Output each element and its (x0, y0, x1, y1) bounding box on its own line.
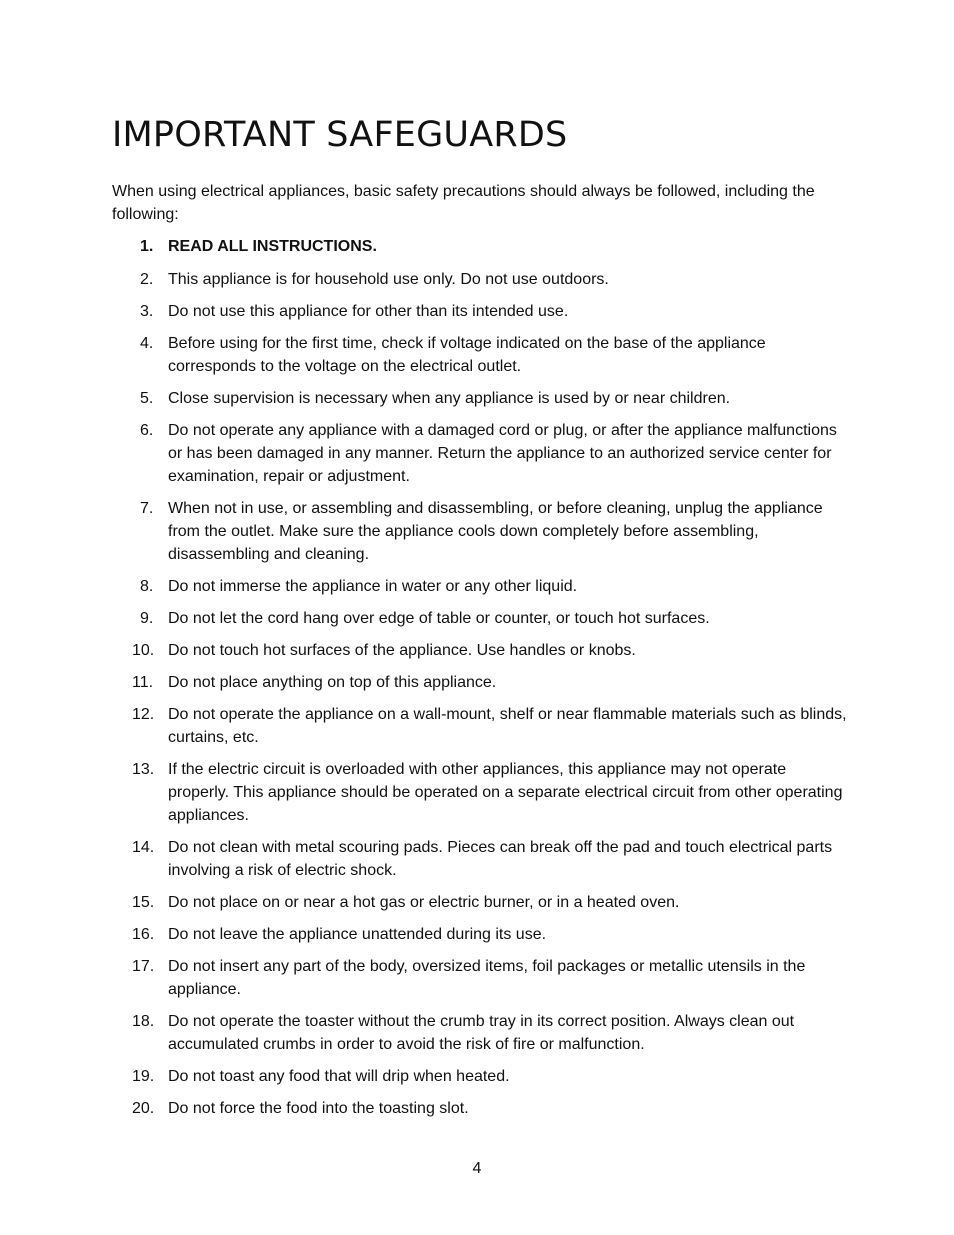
list-item (112, 575, 847, 598)
list-item (112, 955, 847, 1001)
list-item (112, 836, 847, 882)
item-number: 5. (140, 390, 154, 407)
list-item (112, 332, 847, 378)
item-text: When not in use, or assembling and disassembling, or before cleaning, unplug the appliance from the outlet. Make sure the appliance cools down completely before assembling, disassembling and cleaning. (168, 500, 823, 563)
item-text: Do not leave the appliance unattended during its use. (168, 926, 547, 943)
list-item (112, 1097, 847, 1120)
list-item (112, 607, 847, 630)
item-number: 12. (132, 706, 155, 723)
list-item (112, 1010, 847, 1056)
item-text: Do not touch hot surfaces of the appliance. Use handles or knobs. (168, 642, 636, 659)
list-item (112, 1065, 847, 1088)
item-text: Close supervision is necessary when any appliance is used by or near children. (168, 390, 731, 407)
item-number: 18. (132, 1013, 155, 1030)
item-text: Do not place anything on top of this appliance. (168, 674, 497, 691)
item-number: 6. (140, 422, 154, 439)
item-text: Do not operate any appliance with a damaged cord or plug, or after the appliance malfunctions or has been damaged in any manner. Return the appliance to an authorized service center for examination, repair or adjustment. (168, 422, 837, 485)
list-item (112, 923, 847, 946)
item-text: Do not insert any part of the body, oversized items, foil packages or metallic utensils in the appliance. (168, 958, 806, 998)
item-number: 11. (132, 674, 154, 691)
item-number: 19. (132, 1068, 155, 1085)
item-text: Do not toast any food that will drip when heated. (168, 1068, 510, 1085)
item-number: 10. (132, 642, 155, 659)
item-text: Do not operate the toaster without the crumb tray in its correct position. Always clean out accumulated crumbs in order to avoid the risk of fire or malfunction. (168, 1013, 795, 1053)
item-number: 8. (140, 578, 154, 595)
list-item (112, 235, 847, 258)
item-text: Do not place on or near a hot gas or electric burner, or in a heated oven. (168, 894, 680, 911)
item-number: 1. (140, 238, 154, 255)
list-item (112, 497, 847, 566)
item-number: 16. (132, 926, 155, 943)
item-number: 4. (140, 335, 154, 352)
item-number: 17. (132, 958, 155, 975)
list-item (112, 703, 847, 749)
item-text: This appliance is for household use only. Do not use outdoors. (168, 271, 609, 288)
item-text: Do not let the cord hang over edge of table or counter, or touch hot surfaces. (168, 610, 710, 627)
list-item (112, 387, 847, 410)
item-text: If the electric circuit is overloaded with other appliances, this appliance may not operate properly. This appliance should be operated on a separate electrical circuit from other operating appliances. (168, 761, 843, 824)
list-item (112, 639, 847, 662)
item-text: Do not immerse the appliance in water or any other liquid. (168, 578, 578, 595)
safeguards-list (112, 235, 847, 1129)
item-text: Do not operate the appliance on a wall-mount, shelf or near flammable materials such as blinds, curtains, etc. (168, 706, 847, 746)
item-number: 7. (140, 500, 154, 517)
item-number: 13. (132, 761, 155, 778)
page-number: 4 (472, 1160, 482, 1177)
item-text: READ ALL INSTRUCTIONS. (168, 238, 377, 255)
item-text: Before using for the first time, check if voltage indicated on the base of the appliance corresponds to the voltage on the electrical outlet. (168, 335, 766, 375)
list-item (112, 671, 847, 694)
item-number: 3. (140, 303, 154, 320)
list-item (112, 891, 847, 914)
list-item (112, 419, 847, 488)
list-item (112, 758, 847, 827)
item-text: Do not clean with metal scouring pads. Pieces can break off the pad and touch electrical parts involving a risk of electric shock. (168, 839, 833, 879)
list-item (112, 300, 847, 323)
item-number: 2. (140, 271, 154, 288)
list-item (112, 268, 847, 291)
item-number: 9. (140, 610, 154, 627)
item-text: Do not use this appliance for other than its intended use. (168, 303, 569, 320)
intro-paragraph: When using electrical appliances, basic safety precautions should always be followed, including the following: (112, 183, 815, 223)
page-title: IMPORTANT SAFEGUARDS (112, 115, 568, 155)
item-text: Do not force the food into the toasting slot. (168, 1100, 469, 1117)
item-number: 14. (132, 839, 155, 856)
item-number: 15. (132, 894, 155, 911)
item-number: 20. (132, 1100, 155, 1117)
